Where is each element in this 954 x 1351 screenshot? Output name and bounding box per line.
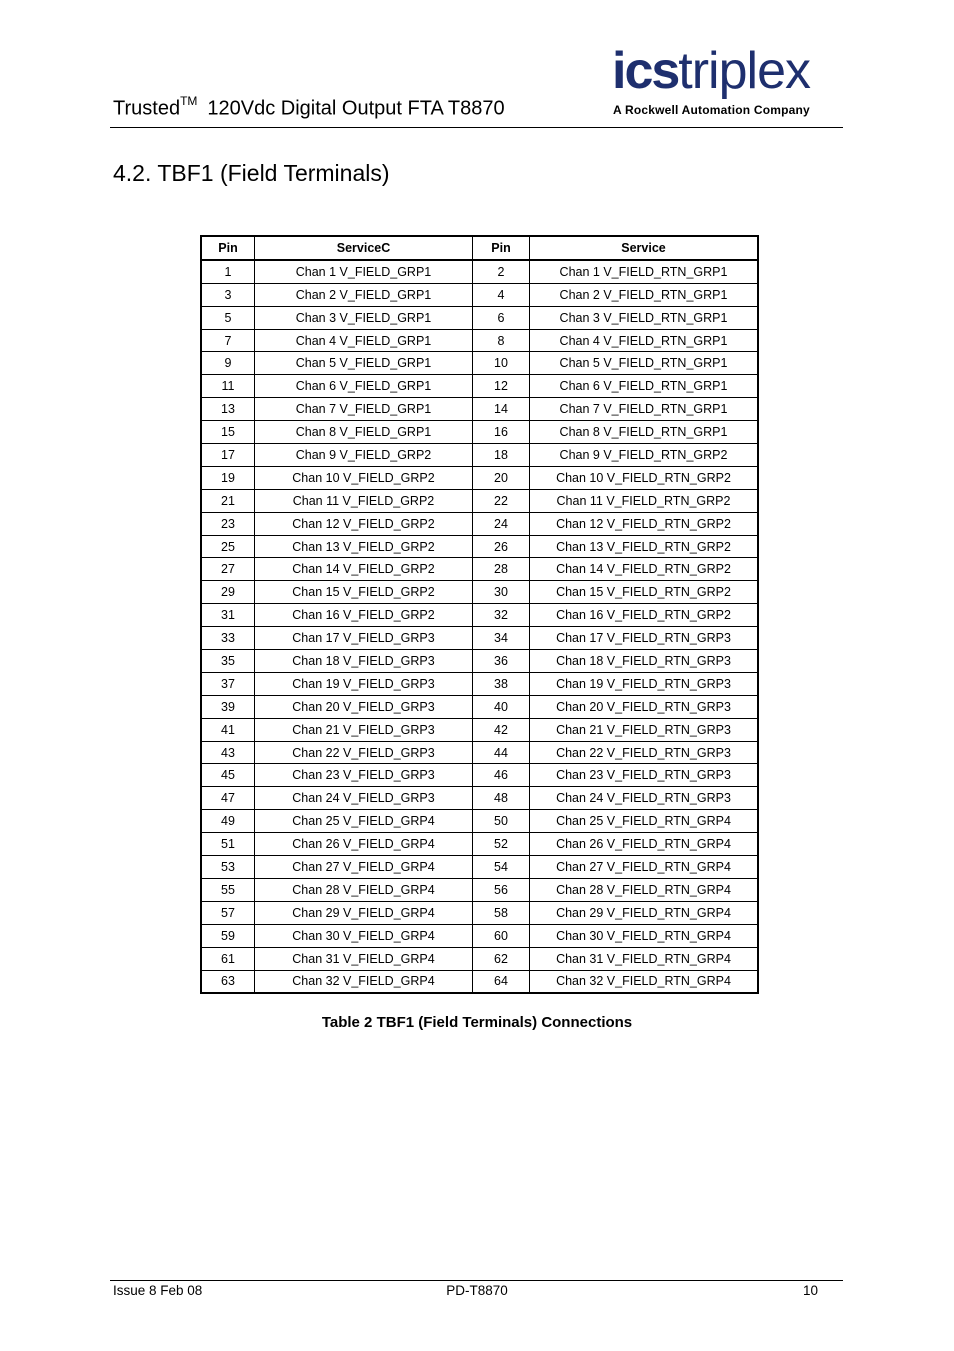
pin-even-cell: 58 bbox=[473, 901, 530, 924]
pin-odd-cell: 45 bbox=[201, 764, 255, 787]
service-odd-cell: Chan 11 V_FIELD_GRP2 bbox=[255, 489, 473, 512]
pin-even-cell: 44 bbox=[473, 741, 530, 764]
service-odd-cell: Chan 29 V_FIELD_GRP4 bbox=[255, 901, 473, 924]
pin-odd-cell: 23 bbox=[201, 512, 255, 535]
service-odd-cell: Chan 8 V_FIELD_GRP1 bbox=[255, 421, 473, 444]
service-odd-cell: Chan 23 V_FIELD_GRP3 bbox=[255, 764, 473, 787]
footer-doc-id: PD-T8870 bbox=[446, 1283, 508, 1298]
pin-even-cell: 34 bbox=[473, 627, 530, 650]
service-odd-cell: Chan 20 V_FIELD_GRP3 bbox=[255, 695, 473, 718]
service-even-cell: Chan 8 V_FIELD_RTN_GRP1 bbox=[530, 421, 759, 444]
pin-odd-cell: 33 bbox=[201, 627, 255, 650]
service-odd-cell: Chan 13 V_FIELD_GRP2 bbox=[255, 535, 473, 558]
logo-brand-bold: ics bbox=[612, 42, 679, 100]
table-row bbox=[201, 604, 758, 627]
header-service-even: Service bbox=[530, 236, 759, 260]
service-even-cell: Chan 7 V_FIELD_RTN_GRP1 bbox=[530, 398, 759, 421]
service-even-cell: Chan 14 V_FIELD_RTN_GRP2 bbox=[530, 558, 759, 581]
service-even-cell: Chan 13 V_FIELD_RTN_GRP2 bbox=[530, 535, 759, 558]
pin-even-cell: 56 bbox=[473, 878, 530, 901]
pin-even-cell: 32 bbox=[473, 604, 530, 627]
pin-even-cell: 6 bbox=[473, 306, 530, 329]
service-odd-cell: Chan 7 V_FIELD_GRP1 bbox=[255, 398, 473, 421]
table-row bbox=[201, 695, 758, 718]
table-row bbox=[201, 398, 758, 421]
service-even-cell: Chan 9 V_FIELD_RTN_GRP2 bbox=[530, 444, 759, 467]
service-odd-cell: Chan 4 V_FIELD_GRP1 bbox=[255, 329, 473, 352]
service-even-cell: Chan 2 V_FIELD_RTN_GRP1 bbox=[530, 283, 759, 306]
service-even-cell: Chan 4 V_FIELD_RTN_GRP1 bbox=[530, 329, 759, 352]
pin-even-cell: 28 bbox=[473, 558, 530, 581]
service-even-cell: Chan 5 V_FIELD_RTN_GRP1 bbox=[530, 352, 759, 375]
company-logo bbox=[612, 42, 843, 122]
service-odd-cell: Chan 32 V_FIELD_GRP4 bbox=[255, 970, 473, 993]
table-row bbox=[201, 489, 758, 512]
pin-even-cell: 10 bbox=[473, 352, 530, 375]
table-row bbox=[201, 352, 758, 375]
service-even-cell: Chan 29 V_FIELD_RTN_GRP4 bbox=[530, 901, 759, 924]
service-odd-cell: Chan 28 V_FIELD_GRP4 bbox=[255, 878, 473, 901]
table-row bbox=[201, 764, 758, 787]
service-even-cell: Chan 10 V_FIELD_RTN_GRP2 bbox=[530, 466, 759, 489]
service-odd-cell: Chan 10 V_FIELD_GRP2 bbox=[255, 466, 473, 489]
service-even-cell: Chan 32 V_FIELD_RTN_GRP4 bbox=[530, 970, 759, 993]
section-title: 4.2. TBF1 (Field Terminals) bbox=[113, 160, 390, 186]
pin-odd-cell: 35 bbox=[201, 650, 255, 673]
pin-even-cell: 54 bbox=[473, 856, 530, 879]
document-title: 120Vdc Digital Output FTA T8870 bbox=[207, 97, 505, 120]
service-odd-cell: Chan 2 V_FIELD_GRP1 bbox=[255, 283, 473, 306]
pin-odd-cell: 47 bbox=[201, 787, 255, 810]
table-row bbox=[201, 718, 758, 741]
service-odd-cell: Chan 19 V_FIELD_GRP3 bbox=[255, 672, 473, 695]
trademark-mark: TM bbox=[180, 94, 198, 108]
pin-odd-cell: 3 bbox=[201, 283, 255, 306]
pin-even-cell: 26 bbox=[473, 535, 530, 558]
table-row bbox=[201, 329, 758, 352]
pin-even-cell: 52 bbox=[473, 833, 530, 856]
header-title bbox=[113, 96, 505, 121]
pin-even-cell: 24 bbox=[473, 512, 530, 535]
service-even-cell: Chan 3 V_FIELD_RTN_GRP1 bbox=[530, 306, 759, 329]
logo-brand-light: triplex bbox=[678, 42, 811, 100]
header-pin-even: Pin bbox=[473, 236, 530, 260]
pin-even-cell: 18 bbox=[473, 444, 530, 467]
service-even-cell: Chan 1 V_FIELD_RTN_GRP1 bbox=[530, 260, 759, 283]
table-row bbox=[201, 375, 758, 398]
header-divider bbox=[110, 127, 843, 128]
service-odd-cell: Chan 18 V_FIELD_GRP3 bbox=[255, 650, 473, 673]
pin-even-cell: 60 bbox=[473, 924, 530, 947]
service-even-cell: Chan 23 V_FIELD_RTN_GRP3 bbox=[530, 764, 759, 787]
pin-even-cell: 42 bbox=[473, 718, 530, 741]
pin-odd-cell: 37 bbox=[201, 672, 255, 695]
pin-odd-cell: 63 bbox=[201, 970, 255, 993]
service-even-cell: Chan 19 V_FIELD_RTN_GRP3 bbox=[530, 672, 759, 695]
pin-even-cell: 8 bbox=[473, 329, 530, 352]
service-even-cell: Chan 6 V_FIELD_RTN_GRP1 bbox=[530, 375, 759, 398]
pin-even-cell: 30 bbox=[473, 581, 530, 604]
table-row bbox=[201, 901, 758, 924]
pin-even-cell: 46 bbox=[473, 764, 530, 787]
table-row bbox=[201, 260, 758, 283]
table-row bbox=[201, 672, 758, 695]
pin-even-cell: 22 bbox=[473, 489, 530, 512]
table-row bbox=[201, 833, 758, 856]
pin-even-cell: 12 bbox=[473, 375, 530, 398]
pin-odd-cell: 1 bbox=[201, 260, 255, 283]
pin-odd-cell: 7 bbox=[201, 329, 255, 352]
service-even-cell: Chan 15 V_FIELD_RTN_GRP2 bbox=[530, 581, 759, 604]
header-pin-odd: Pin bbox=[201, 236, 255, 260]
logo-wordmark bbox=[612, 42, 810, 100]
pin-odd-cell: 39 bbox=[201, 695, 255, 718]
pin-odd-cell: 15 bbox=[201, 421, 255, 444]
service-even-cell: Chan 16 V_FIELD_RTN_GRP2 bbox=[530, 604, 759, 627]
pin-odd-cell: 51 bbox=[201, 833, 255, 856]
service-odd-cell: Chan 16 V_FIELD_GRP2 bbox=[255, 604, 473, 627]
service-even-cell: Chan 25 V_FIELD_RTN_GRP4 bbox=[530, 810, 759, 833]
service-even-cell: Chan 22 V_FIELD_RTN_GRP3 bbox=[530, 741, 759, 764]
table-row bbox=[201, 787, 758, 810]
table-row bbox=[201, 650, 758, 673]
pin-odd-cell: 49 bbox=[201, 810, 255, 833]
table-row bbox=[201, 741, 758, 764]
pin-odd-cell: 41 bbox=[201, 718, 255, 741]
service-even-cell: Chan 20 V_FIELD_RTN_GRP3 bbox=[530, 695, 759, 718]
table-header-row bbox=[201, 236, 758, 260]
service-even-cell: Chan 26 V_FIELD_RTN_GRP4 bbox=[530, 833, 759, 856]
pin-even-cell: 50 bbox=[473, 810, 530, 833]
header-service-odd: ServiceC bbox=[255, 236, 473, 260]
table-row bbox=[201, 627, 758, 650]
table-row bbox=[201, 512, 758, 535]
pin-even-cell: 36 bbox=[473, 650, 530, 673]
pin-odd-cell: 29 bbox=[201, 581, 255, 604]
pin-odd-cell: 59 bbox=[201, 924, 255, 947]
table-row bbox=[201, 856, 758, 879]
table-caption: Table 2 TBF1 (Field Terminals) Connections bbox=[321, 1014, 633, 1031]
table-row bbox=[201, 878, 758, 901]
service-even-cell: Chan 11 V_FIELD_RTN_GRP2 bbox=[530, 489, 759, 512]
logo-tagline: A Rockwell Automation Company bbox=[613, 103, 810, 117]
service-odd-cell: Chan 21 V_FIELD_GRP3 bbox=[255, 718, 473, 741]
pin-even-cell: 48 bbox=[473, 787, 530, 810]
table-row bbox=[201, 558, 758, 581]
pin-odd-cell: 43 bbox=[201, 741, 255, 764]
service-even-cell: Chan 24 V_FIELD_RTN_GRP3 bbox=[530, 787, 759, 810]
pin-even-cell: 40 bbox=[473, 695, 530, 718]
footer-issue: Issue 8 Feb 08 bbox=[113, 1283, 203, 1298]
pin-even-cell: 64 bbox=[473, 970, 530, 993]
service-odd-cell: Chan 5 V_FIELD_GRP1 bbox=[255, 352, 473, 375]
footer-divider bbox=[110, 1280, 843, 1281]
service-even-cell: Chan 31 V_FIELD_RTN_GRP4 bbox=[530, 947, 759, 970]
service-odd-cell: Chan 31 V_FIELD_GRP4 bbox=[255, 947, 473, 970]
table-row bbox=[201, 444, 758, 467]
product-name: Trusted bbox=[113, 97, 181, 120]
pin-odd-cell: 17 bbox=[201, 444, 255, 467]
pin-even-cell: 38 bbox=[473, 672, 530, 695]
pin-odd-cell: 31 bbox=[201, 604, 255, 627]
pin-odd-cell: 61 bbox=[201, 947, 255, 970]
table-row bbox=[201, 306, 758, 329]
pin-odd-cell: 55 bbox=[201, 878, 255, 901]
table-row bbox=[201, 947, 758, 970]
pin-odd-cell: 27 bbox=[201, 558, 255, 581]
pin-odd-cell: 25 bbox=[201, 535, 255, 558]
table-row bbox=[201, 283, 758, 306]
pin-odd-cell: 57 bbox=[201, 901, 255, 924]
pin-table bbox=[200, 235, 759, 994]
service-odd-cell: Chan 17 V_FIELD_GRP3 bbox=[255, 627, 473, 650]
service-odd-cell: Chan 26 V_FIELD_GRP4 bbox=[255, 833, 473, 856]
service-odd-cell: Chan 27 V_FIELD_GRP4 bbox=[255, 856, 473, 879]
service-odd-cell: Chan 3 V_FIELD_GRP1 bbox=[255, 306, 473, 329]
service-odd-cell: Chan 1 V_FIELD_GRP1 bbox=[255, 260, 473, 283]
pin-even-cell: 2 bbox=[473, 260, 530, 283]
pin-even-cell: 20 bbox=[473, 466, 530, 489]
pin-even-cell: 62 bbox=[473, 947, 530, 970]
table-row bbox=[201, 535, 758, 558]
service-even-cell: Chan 17 V_FIELD_RTN_GRP3 bbox=[530, 627, 759, 650]
table-row bbox=[201, 970, 758, 993]
pin-odd-cell: 9 bbox=[201, 352, 255, 375]
pin-odd-cell: 53 bbox=[201, 856, 255, 879]
service-even-cell: Chan 21 V_FIELD_RTN_GRP3 bbox=[530, 718, 759, 741]
service-odd-cell: Chan 12 V_FIELD_GRP2 bbox=[255, 512, 473, 535]
service-odd-cell: Chan 9 V_FIELD_GRP2 bbox=[255, 444, 473, 467]
service-odd-cell: Chan 14 V_FIELD_GRP2 bbox=[255, 558, 473, 581]
service-odd-cell: Chan 22 V_FIELD_GRP3 bbox=[255, 741, 473, 764]
service-even-cell: Chan 12 V_FIELD_RTN_GRP2 bbox=[530, 512, 759, 535]
service-odd-cell: Chan 6 V_FIELD_GRP1 bbox=[255, 375, 473, 398]
pin-table-body bbox=[201, 260, 758, 994]
pin-even-cell: 14 bbox=[473, 398, 530, 421]
table-row bbox=[201, 581, 758, 604]
pin-even-cell: 16 bbox=[473, 421, 530, 444]
service-even-cell: Chan 18 V_FIELD_RTN_GRP3 bbox=[530, 650, 759, 673]
service-odd-cell: Chan 24 V_FIELD_GRP3 bbox=[255, 787, 473, 810]
table-row bbox=[201, 421, 758, 444]
service-even-cell: Chan 28 V_FIELD_RTN_GRP4 bbox=[530, 878, 759, 901]
service-odd-cell: Chan 25 V_FIELD_GRP4 bbox=[255, 810, 473, 833]
table-row bbox=[201, 924, 758, 947]
pin-even-cell: 4 bbox=[473, 283, 530, 306]
pin-odd-cell: 5 bbox=[201, 306, 255, 329]
table-row bbox=[201, 810, 758, 833]
service-even-cell: Chan 30 V_FIELD_RTN_GRP4 bbox=[530, 924, 759, 947]
footer-page-number: 10 bbox=[802, 1283, 818, 1298]
service-odd-cell: Chan 15 V_FIELD_GRP2 bbox=[255, 581, 473, 604]
service-even-cell: Chan 27 V_FIELD_RTN_GRP4 bbox=[530, 856, 759, 879]
pin-odd-cell: 13 bbox=[201, 398, 255, 421]
table-row bbox=[201, 466, 758, 489]
service-odd-cell: Chan 30 V_FIELD_GRP4 bbox=[255, 924, 473, 947]
pin-odd-cell: 11 bbox=[201, 375, 255, 398]
pin-odd-cell: 19 bbox=[201, 466, 255, 489]
pin-odd-cell: 21 bbox=[201, 489, 255, 512]
